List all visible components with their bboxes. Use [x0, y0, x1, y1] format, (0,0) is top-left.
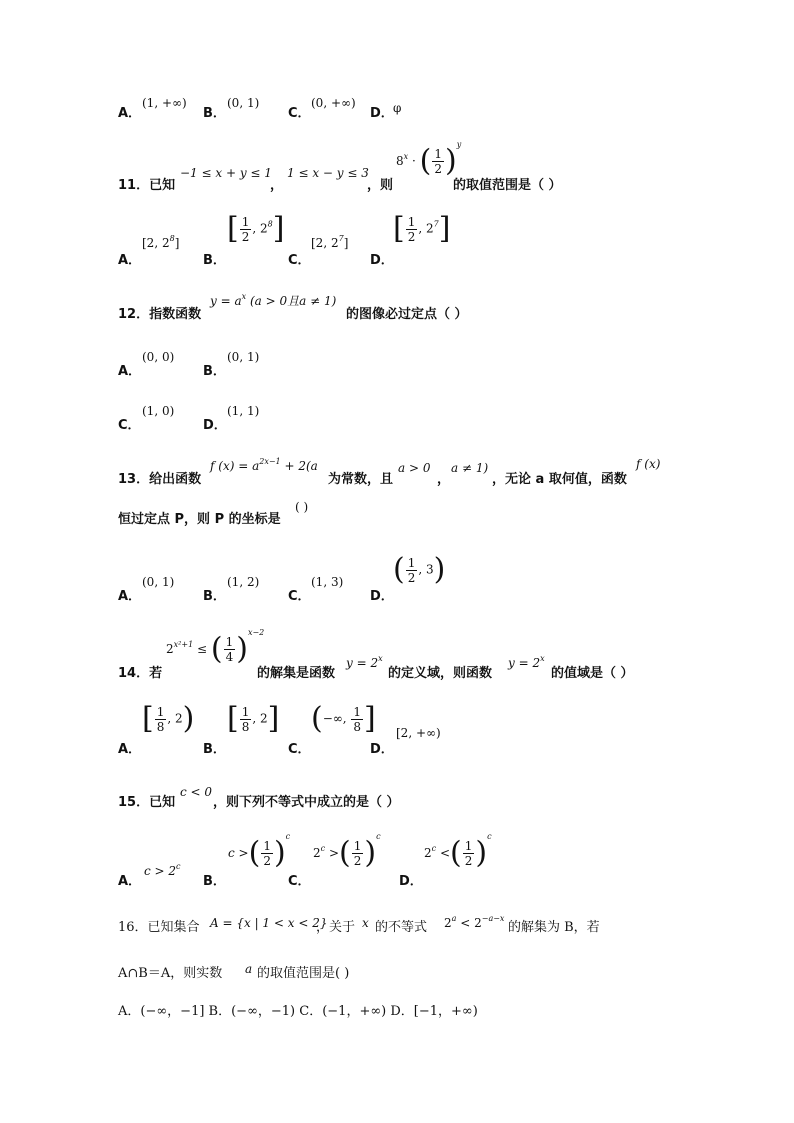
q11-stem — [0, 140, 794, 196]
q11-frac-num: 1 — [434, 147, 442, 161]
q14-function-2 — [508, 654, 545, 670]
q14-mid-2: 的定义域，则函数 — [388, 666, 493, 681]
q12-option-d: (1, 1) — [227, 404, 260, 418]
q11-dot: · — [411, 154, 416, 168]
q13-line-2: 恒过定点 P，则 P 的坐标是 — [118, 512, 281, 527]
q14-prefix: 14．若 — [118, 666, 163, 681]
q14-lhs-base: 2 — [166, 642, 174, 656]
q15-option-c-close: ) — [364, 835, 377, 871]
q11-option-a — [142, 234, 179, 250]
q15-option-c — [313, 832, 381, 869]
q15-option-d — [424, 832, 492, 869]
q11-option-b — [227, 211, 285, 246]
q14-option-a-num: 1 — [156, 704, 165, 719]
q10-options — [0, 96, 794, 120]
q15-prefix: 15．已知 — [118, 795, 176, 810]
q10-option-d: φ — [393, 101, 402, 115]
q14-option-b-close: ] — [267, 701, 280, 736]
q14-suffix: 的值域是（ ） — [551, 666, 634, 681]
q16-prefix: 16．已知集合 — [118, 920, 200, 935]
q14-function — [346, 654, 383, 670]
q11-frac-den: 2 — [434, 162, 442, 176]
q13-mid-2: ， — [437, 472, 451, 487]
q15-option-a — [144, 862, 181, 878]
q10-option-c-label: C． — [288, 106, 311, 121]
q14-func2-exp: x — [540, 654, 545, 663]
q12-prefix: 12．指数函数 — [118, 307, 202, 322]
q15-options — [0, 832, 794, 888]
q12-func-exp: x — [241, 292, 247, 301]
q16-ineq-exp2: −a−x — [481, 914, 505, 923]
q15-option-d-close: ) — [475, 835, 488, 871]
q13-options — [0, 552, 794, 604]
q16-mid-1: ，关于 — [316, 920, 356, 935]
q15-option-b-num: 1 — [263, 839, 271, 853]
q13-option-c: (1, 3) — [311, 575, 344, 589]
q15-option-c-op: > — [325, 846, 339, 860]
q14-option-b-frac — [240, 705, 252, 734]
q14-frac-den: 4 — [225, 650, 234, 664]
q11-option-c-label: C． — [288, 253, 311, 268]
q15-option-b-frac — [261, 839, 273, 868]
q16-options — [0, 998, 794, 1022]
q12-option-d-label: D． — [203, 418, 227, 433]
q11-comma: ， — [270, 178, 284, 193]
q11-option-c-close: ] — [343, 236, 349, 250]
q14-rhs-exp: x−2 — [247, 628, 265, 637]
q14-paren-open: ( — [210, 631, 223, 667]
q11-option-b-mid: , 2 — [252, 221, 268, 236]
q12-stem — [0, 290, 794, 320]
q16-inequality — [444, 914, 504, 930]
q16-line-2b: 的取值范围是( ) — [257, 966, 350, 981]
q13-function-2: f (x) — [636, 457, 661, 471]
q14-lhs-exp: x²+1 — [173, 640, 194, 649]
q10-option-c: (0, +∞) — [311, 96, 356, 110]
q13-option-c-label: C． — [288, 589, 311, 604]
q16-stem-line-2 — [0, 960, 794, 986]
q14-stem — [0, 628, 794, 684]
q11-option-d-close: ] — [438, 211, 451, 246]
q11-expression — [396, 140, 461, 177]
q15-option-a-exp: c — [176, 862, 181, 871]
q13-prefix: 13．给出函数 — [118, 472, 202, 487]
q15-option-b-exp: c — [285, 832, 291, 841]
q15-stem — [0, 785, 794, 811]
q10-option-d-label: D． — [370, 106, 394, 121]
q11-option-d-exp: 7 — [433, 219, 439, 229]
q13-option-a: (0, 1) — [142, 575, 175, 589]
q11-prefix: 11．已知 — [118, 178, 176, 193]
q11-option-c — [311, 234, 348, 250]
q14-func2-text: y = 2 — [508, 656, 541, 670]
q15-option-d-exp: c — [487, 832, 492, 841]
q16-mid-3: 的解集为 B，若 — [508, 920, 600, 935]
q13-option-b: (1, 2) — [227, 575, 260, 589]
q11-option-b-open: [ — [227, 211, 239, 246]
q14-option-b — [227, 701, 280, 736]
q14-option-b-label: B． — [203, 742, 226, 757]
q11-option-d-num: 1 — [407, 214, 416, 229]
q15-option-b-label: B． — [203, 874, 226, 889]
q14-paren-close: ) — [236, 631, 248, 667]
q12-options-ab — [0, 350, 794, 379]
q13-stem-line-2 — [0, 500, 794, 526]
q14-leq: ≤ — [196, 642, 208, 656]
q11-option-b-num: 1 — [241, 214, 250, 229]
q11-option-d-mid: , 2 — [418, 221, 434, 236]
q16-options-text: A．(−∞，−1] B．(−∞，−1) C．(−1，+∞) D．[−1，+∞) — [118, 1004, 478, 1019]
q11-option-c-text: [2, 2 — [311, 236, 339, 250]
q14-option-a-label: A． — [118, 742, 142, 757]
q14-func-exp: x — [378, 654, 383, 663]
q11-option-d-frac — [406, 215, 418, 244]
q11-option-a-close: ] — [174, 236, 180, 250]
q12-func-text: y = a — [210, 294, 242, 308]
q15-option-d-lhs-exp: c — [431, 844, 437, 853]
q11-option-d-den: 2 — [407, 229, 416, 244]
q14-option-b-open: [ — [227, 701, 239, 736]
q13-option-d-den: 2 — [407, 570, 416, 585]
q16-line-2-var: a — [245, 962, 253, 976]
q14-option-a-tail: , 2 — [167, 711, 183, 726]
q16-ineq-mid: < 2 — [456, 916, 482, 930]
q13-option-d — [393, 552, 446, 587]
q13-option-d-frac — [406, 556, 418, 585]
q12-option-b: (0, 1) — [227, 350, 260, 364]
q15-option-b — [228, 832, 290, 869]
q12-option-a-label: A． — [118, 364, 142, 379]
q13-option-d-label: D． — [370, 589, 394, 604]
q14-fraction — [224, 635, 236, 664]
q14-option-b-tail: , 2 — [252, 711, 268, 726]
q11-fraction — [432, 147, 444, 176]
q14-option-a-open: [ — [142, 701, 154, 736]
q11-base: 8 — [396, 154, 404, 168]
q14-option-d-label: D． — [370, 742, 394, 757]
q11-exp-y: y — [456, 140, 462, 149]
q14-option-a-frac — [155, 705, 167, 734]
q13-func-tail: + 2(a — [280, 459, 318, 473]
q14-option-d: [2, +∞) — [396, 726, 441, 740]
q13-condition-2: a ≠ 1) — [451, 461, 489, 475]
q15-option-d-frac — [463, 839, 475, 868]
q11-option-b-close: ] — [272, 211, 285, 246]
q14-option-a-close: ) — [182, 701, 195, 736]
q13-stem — [0, 455, 794, 485]
q11-option-b-label: B． — [203, 253, 226, 268]
q12-options-cd — [0, 404, 794, 433]
q15-option-d-op: < — [436, 846, 450, 860]
q13-mid-3: ，无论 a 取何值，函数 — [492, 472, 627, 487]
q14-option-c-label: C． — [288, 742, 311, 757]
q15-option-c-frac — [352, 839, 364, 868]
q14-option-c-den: 8 — [353, 719, 362, 734]
q13-option-d-num: 1 — [407, 555, 416, 570]
q11-option-d-open: [ — [393, 211, 405, 246]
q16-line-2a: A∩B＝A，则实数 — [118, 966, 223, 981]
q14-option-c — [311, 701, 376, 736]
q11-option-a-label: A． — [118, 253, 142, 268]
q15-option-d-num: 1 — [464, 839, 473, 853]
q15-option-a-text: c > 2 — [144, 864, 177, 878]
q10-option-b-label: B． — [203, 106, 226, 121]
q13-option-a-label: A． — [118, 589, 142, 604]
q15-option-b-den: 2 — [263, 854, 271, 868]
q15-option-a-label: A． — [118, 874, 142, 889]
q11-option-a-exp: 8 — [169, 234, 175, 243]
q12-suffix: 的图像必过定点（ ） — [346, 307, 468, 322]
q14-option-a — [142, 701, 195, 736]
q13-function — [210, 457, 318, 473]
q11-condition-1: −1 ≤ x + y ≤ 1 — [180, 166, 272, 180]
q12-option-c: (1, 0) — [142, 404, 175, 418]
q13-mid-1: 为常数，且 — [328, 472, 394, 487]
q12-option-a: (0, 0) — [142, 350, 175, 364]
q15-option-b-close: ) — [273, 835, 286, 871]
q14-option-c-close: ] — [364, 701, 376, 736]
q13-option-b-label: B． — [203, 589, 226, 604]
q11-options — [0, 211, 794, 268]
q14-option-b-num: 1 — [241, 704, 250, 719]
q15-condition: c < 0 — [180, 785, 213, 799]
q11-option-c-exp: 7 — [338, 234, 344, 243]
q16-set-a: A = {x | 1 < x < 2} — [210, 916, 328, 930]
q11-option-d-label: D． — [370, 253, 394, 268]
q11-then: ，则 — [367, 178, 394, 193]
q12-option-b-label: B． — [203, 364, 226, 379]
q15-option-d-lhs: 2 — [424, 846, 432, 860]
q10-option-b: (0, 1) — [227, 96, 260, 110]
q11-option-b-exp: 8 — [267, 219, 273, 229]
q15-option-c-open: ( — [339, 835, 351, 871]
q16-mid-2: 的不等式 — [375, 920, 428, 935]
q14-option-c-num: 1 — [353, 704, 362, 719]
q14-mid-1: 的解集是函数 — [257, 666, 336, 681]
q14-option-b-den: 8 — [241, 719, 250, 734]
q11-suffix: 的取值范围是（ ） — [453, 178, 562, 193]
q14-option-a-den: 8 — [156, 719, 165, 734]
q15-option-c-num: 1 — [353, 839, 362, 853]
q15-suffix: ，则下列不等式中成立的是（ ） — [213, 795, 400, 810]
q11-option-d — [393, 211, 451, 246]
q10-option-a-label: A． — [118, 106, 142, 121]
q14-option-c-head: −∞, — [322, 711, 351, 726]
q15-option-c-lhs-exp: c — [320, 844, 326, 853]
q13-option-d-tail: , 3 — [418, 562, 434, 577]
q15-option-c-lhs: 2 — [313, 846, 321, 860]
q11-condition-2: 1 ≤ x − y ≤ 3 — [287, 166, 369, 180]
q13-paren: ( ) — [295, 500, 309, 514]
q14-option-c-frac — [351, 705, 363, 734]
q16-ineq-exp: a — [451, 914, 457, 923]
q15-option-c-exp: c — [376, 832, 381, 841]
q15-option-d-den: 2 — [464, 854, 473, 868]
q14-func-text: y = 2 — [346, 656, 379, 670]
q12-option-c-label: C． — [118, 418, 141, 433]
q16-var: x — [362, 916, 369, 930]
q15-option-d-open: ( — [450, 835, 462, 871]
q15-option-b-lhs: c > — [228, 846, 249, 860]
q13-func-text: f (x) = a — [210, 459, 260, 473]
q16-ineq-base: 2 — [444, 916, 452, 930]
q16-stem — [0, 912, 794, 938]
q14-inequality — [166, 628, 264, 665]
q15-option-b-open: ( — [248, 835, 261, 871]
q13-condition-1: a > 0 — [398, 461, 431, 475]
q11-option-b-den: 2 — [241, 229, 250, 244]
q12-function — [210, 292, 336, 309]
q11-option-b-frac — [240, 215, 252, 244]
q14-options — [0, 701, 794, 757]
q14-frac-num: 1 — [225, 635, 234, 649]
q11-option-a-text: [2, 2 — [142, 236, 170, 250]
q13-func-exp: 2x−1 — [259, 457, 281, 466]
q11-paren-close: ) — [445, 143, 457, 179]
q12-condition: (a > 0且a ≠ 1) — [249, 294, 337, 308]
q15-option-c-label: C． — [288, 874, 311, 889]
q11-exp-x: x — [403, 152, 409, 161]
q11-paren-open: ( — [419, 143, 432, 179]
q10-option-a: (1, +∞) — [142, 96, 187, 110]
q14-option-c-open: ( — [311, 701, 323, 736]
q13-option-d-close: ) — [433, 552, 446, 587]
q15-option-c-den: 2 — [353, 854, 362, 868]
q13-option-d-open: ( — [393, 552, 405, 587]
q15-option-d-label: D． — [399, 874, 423, 889]
